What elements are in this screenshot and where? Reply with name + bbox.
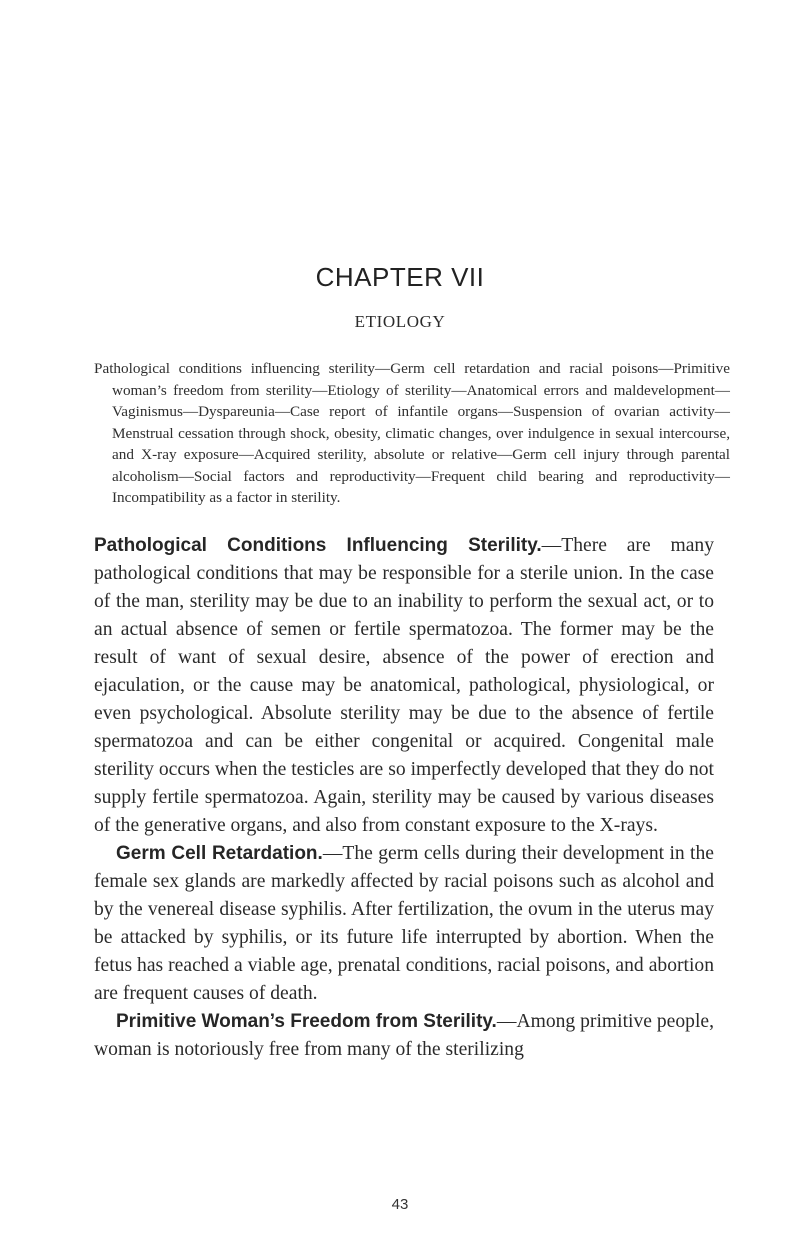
- chapter-synopsis: Pathological conditions influencing sterility—Germ cell retardation and racial poisons—Primitive woman’s freedom from sterility—Etiology of sterility—Anatomical errors and maldevelopment—Vaginismus—Dyspareunia—Case report of infantile organs—Suspension of ovarian activity—Menstrual cessation through shock, obesity, climatic changes, over indulgence in sexual intercourse, and X-ray exposure—Acquired sterility, absolute or relative—Germ cell injury through parental alcoholism—Social factors and reproductivity—Frequent child bearing and reproductivity—Incompatibility as a factor in sterility.: [94, 360, 730, 506]
- chapter-title: CHAPTER VII: [315, 262, 485, 292]
- chapter-subtitle: ETIOLOGY: [354, 312, 446, 331]
- paragraph-germ-cell-retardation: [94, 840, 714, 1008]
- paragraph-text: —The germ cells during their development in the female sex glands are markedly affected by racial poisons such as alcohol and by the venereal disease syphilis. After fertilization, the ovum in the uterus may be attacked by syphilis, or its future life interrupted by abortion. When the fetus has reached a viable age, prenatal conditions, racial poisons, and abortion are frequent causes of death.: [94, 843, 714, 1004]
- paragraph-text: —There are many pathological conditions that may be responsible for a sterile union. In the case of the man, sterility may be due to an inability to perform the sexual act, or to an actual absence of semen or fertile spermatozoa. The former may be the result of want of sexual desire, absence of the power of erection and ejaculation, or the cause may be anatomical, pathological, physiological, or even psychological. Absolute sterility may be due to the absence of fertile spermatozoa and can be either congenital or acquired. Congenital male sterility occurs when the testicles are so imperfectly developed that they do not supply fertile spermatozoa. Again, sterility may be caused by various diseases of the generative organs, and also from constant exposure to the X-rays.: [94, 535, 714, 836]
- run-in-heading: Pathological Conditions Influencing Sterility.: [94, 535, 542, 556]
- body-text: [94, 532, 714, 1064]
- paragraph-text: —Among primitive people, woman is notoriously free from many of the sterilizing: [94, 1011, 714, 1060]
- paragraph-pathological-conditions: [94, 532, 714, 840]
- page-number: 43: [391, 1196, 409, 1213]
- paragraph-primitive-woman: [94, 1008, 714, 1064]
- run-in-heading: Germ Cell Retardation.: [116, 843, 323, 864]
- run-in-heading: Primitive Woman’s Freedom from Sterility.: [116, 1011, 497, 1032]
